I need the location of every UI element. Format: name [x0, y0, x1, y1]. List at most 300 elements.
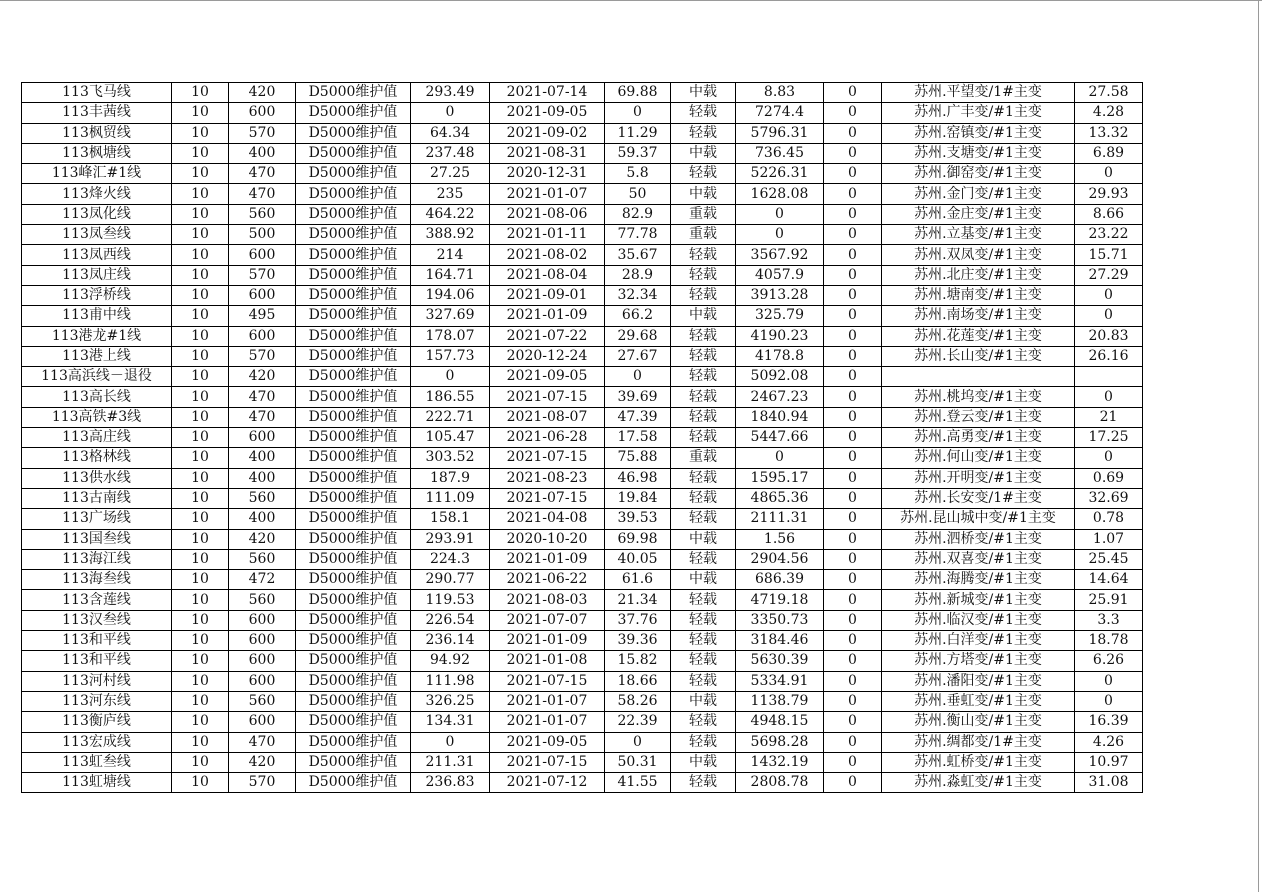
cell-headroom: 736.45: [736, 143, 824, 163]
cell-load-status: 轻载: [671, 651, 736, 671]
cell-transformer: 苏州.双喜变/#1主变: [882, 549, 1075, 569]
cell-flag: 0: [824, 407, 882, 427]
table-row: [22, 691, 1143, 711]
cell-transformer: 苏州.登云变/#1主变: [882, 407, 1075, 427]
cell-voltage: 10: [172, 407, 229, 427]
cell-line-name: 113虹塘线: [22, 773, 172, 793]
cell-headroom: 5698.28: [736, 732, 824, 752]
cell-line-name: 113高庄线: [22, 428, 172, 448]
cell-data-source: D5000维护值: [296, 143, 411, 163]
cell-line-name: 113飞马线: [22, 83, 172, 103]
cell-voltage: 10: [172, 488, 229, 508]
cell-transformer-load: 18.78: [1075, 631, 1143, 651]
cell-load-status: 轻载: [671, 488, 736, 508]
cell-transformer-load: 0: [1075, 285, 1143, 305]
cell-load-status: 轻载: [671, 245, 736, 265]
cell-headroom: 1432.19: [736, 752, 824, 772]
cell-rated-current: 470: [229, 387, 296, 407]
table-row: [22, 306, 1143, 326]
cell-date: 2021-07-22: [490, 326, 605, 346]
cell-load-rate: 11.29: [605, 123, 671, 143]
cell-flag: 0: [824, 143, 882, 163]
cell-headroom: 325.79: [736, 306, 824, 326]
cell-date: 2021-08-03: [490, 590, 605, 610]
cell-headroom: 3184.46: [736, 631, 824, 651]
cell-data-source: D5000维护值: [296, 346, 411, 366]
cell-transformer-load: 0: [1075, 671, 1143, 691]
cell-date: 2021-08-06: [490, 204, 605, 224]
cell-rated-current: 600: [229, 326, 296, 346]
cell-rated-current: 600: [229, 712, 296, 732]
cell-load-rate: 32.34: [605, 285, 671, 305]
cell-load-rate: 39.53: [605, 509, 671, 529]
cell-rated-current: 560: [229, 204, 296, 224]
cell-date: 2021-08-04: [490, 265, 605, 285]
cell-data-source: D5000维护值: [296, 164, 411, 184]
cell-load-rate: 15.82: [605, 651, 671, 671]
table-row: [22, 123, 1143, 143]
cell-current-value: 214: [411, 245, 490, 265]
cell-load-status: 轻载: [671, 732, 736, 752]
cell-flag: 0: [824, 529, 882, 549]
cell-current-value: 326.25: [411, 691, 490, 711]
cell-transformer: 苏州.广丰变/#1主变: [882, 103, 1075, 123]
cell-flag: 0: [824, 184, 882, 204]
cell-date: 2021-09-01: [490, 285, 605, 305]
cell-transformer: 苏州.潘阳变/#1主变: [882, 671, 1075, 691]
cell-line-name: 113高浜线－退役: [22, 367, 172, 387]
table-row: [22, 631, 1143, 651]
cell-flag: 0: [824, 468, 882, 488]
cell-line-name: 113枫贸线: [22, 123, 172, 143]
cell-load-rate: 66.2: [605, 306, 671, 326]
cell-load-status: 轻载: [671, 773, 736, 793]
cell-flag: 0: [824, 651, 882, 671]
cell-current-value: 164.71: [411, 265, 490, 285]
cell-load-rate: 39.36: [605, 631, 671, 651]
cell-load-status: 中载: [671, 529, 736, 549]
cell-rated-current: 470: [229, 732, 296, 752]
cell-headroom: 4948.15: [736, 712, 824, 732]
cell-transformer: 苏州.方塔变/#1主变: [882, 651, 1075, 671]
cell-rated-current: 600: [229, 610, 296, 630]
cell-headroom: 8.83: [736, 83, 824, 103]
cell-voltage: 10: [172, 285, 229, 305]
cell-date: 2021-08-31: [490, 143, 605, 163]
cell-headroom: 7274.4: [736, 103, 824, 123]
cell-line-name: 113含莲线: [22, 590, 172, 610]
cell-transformer: 苏州.金门变/#1主变: [882, 184, 1075, 204]
cell-voltage: 10: [172, 83, 229, 103]
cell-load-status: 轻载: [671, 265, 736, 285]
cell-current-value: 222.71: [411, 407, 490, 427]
cell-voltage: 10: [172, 549, 229, 569]
cell-flag: 0: [824, 631, 882, 651]
cell-load-rate: 37.76: [605, 610, 671, 630]
cell-transformer: 苏州.何山变/#1主变: [882, 448, 1075, 468]
cell-line-name: 113峰汇#1线: [22, 164, 172, 184]
cell-load-status: 轻载: [671, 407, 736, 427]
table-row: [22, 428, 1143, 448]
cell-line-name: 113古南线: [22, 488, 172, 508]
cell-data-source: D5000维护值: [296, 184, 411, 204]
cell-current-value: 157.73: [411, 346, 490, 366]
cell-current-value: 236.14: [411, 631, 490, 651]
cell-load-status: 重载: [671, 204, 736, 224]
table-row: [22, 468, 1143, 488]
cell-data-source: D5000维护值: [296, 428, 411, 448]
table-row: [22, 610, 1143, 630]
cell-headroom: 1595.17: [736, 468, 824, 488]
cell-data-source: D5000维护值: [296, 387, 411, 407]
cell-transformer-load: 16.39: [1075, 712, 1143, 732]
cell-current-value: 211.31: [411, 752, 490, 772]
cell-flag: 0: [824, 346, 882, 366]
cell-load-status: 中载: [671, 752, 736, 772]
cell-headroom: 2467.23: [736, 387, 824, 407]
table-row: [22, 367, 1143, 387]
cell-voltage: 10: [172, 468, 229, 488]
cell-flag: 0: [824, 549, 882, 569]
cell-transformer-load: 14.64: [1075, 570, 1143, 590]
cell-voltage: 10: [172, 732, 229, 752]
cell-flag: 0: [824, 123, 882, 143]
cell-voltage: 10: [172, 387, 229, 407]
cell-rated-current: 560: [229, 488, 296, 508]
cell-load-rate: 17.58: [605, 428, 671, 448]
cell-line-name: 113高长线: [22, 387, 172, 407]
cell-current-value: 134.31: [411, 712, 490, 732]
cell-transformer: 苏州.白洋变/#1主变: [882, 631, 1075, 651]
cell-transformer-load: 10.97: [1075, 752, 1143, 772]
cell-voltage: 10: [172, 225, 229, 245]
cell-load-rate: 40.05: [605, 549, 671, 569]
cell-current-value: 226.54: [411, 610, 490, 630]
cell-current-value: 0: [411, 732, 490, 752]
cell-rated-current: 400: [229, 509, 296, 529]
cell-date: 2020-12-31: [490, 164, 605, 184]
cell-load-status: 轻载: [671, 631, 736, 651]
cell-transformer-load: 25.91: [1075, 590, 1143, 610]
cell-data-source: D5000维护值: [296, 529, 411, 549]
cell-voltage: 10: [172, 326, 229, 346]
cell-load-status: 轻载: [671, 590, 736, 610]
cell-data-source: D5000维护值: [296, 631, 411, 651]
cell-rated-current: 400: [229, 448, 296, 468]
cell-load-status: 轻载: [671, 367, 736, 387]
cell-transformer-load: 0: [1075, 448, 1143, 468]
cell-transformer-load: 8.66: [1075, 204, 1143, 224]
cell-voltage: 10: [172, 671, 229, 691]
cell-line-name: 113浮桥线: [22, 285, 172, 305]
cell-data-source: D5000维护值: [296, 326, 411, 346]
cell-current-value: 111.98: [411, 671, 490, 691]
table-row: [22, 346, 1143, 366]
cell-transformer: 苏州.高勇变/#1主变: [882, 428, 1075, 448]
cell-data-source: D5000维护值: [296, 245, 411, 265]
table-row: [22, 509, 1143, 529]
cell-headroom: 5796.31: [736, 123, 824, 143]
cell-flag: 0: [824, 590, 882, 610]
cell-transformer-load: 3.3: [1075, 610, 1143, 630]
cell-line-name: 113凤庄线: [22, 265, 172, 285]
cell-load-status: 轻载: [671, 103, 736, 123]
cell-line-name: 113丰茜线: [22, 103, 172, 123]
cell-load-rate: 0: [605, 103, 671, 123]
cell-headroom: 5447.66: [736, 428, 824, 448]
cell-transformer: 苏州.立基变/#1主变: [882, 225, 1075, 245]
cell-date: 2021-01-07: [490, 712, 605, 732]
cell-data-source: D5000维护值: [296, 509, 411, 529]
cell-flag: 0: [824, 103, 882, 123]
cell-transformer: 苏州.金庄变/#1主变: [882, 204, 1075, 224]
table-row: [22, 590, 1143, 610]
cell-headroom: 2808.78: [736, 773, 824, 793]
cell-voltage: 10: [172, 164, 229, 184]
cell-transformer-load: 6.89: [1075, 143, 1143, 163]
cell-rated-current: 570: [229, 265, 296, 285]
cell-voltage: 10: [172, 265, 229, 285]
cell-flag: 0: [824, 773, 882, 793]
cell-data-source: D5000维护值: [296, 123, 411, 143]
cell-current-value: 111.09: [411, 488, 490, 508]
cell-transformer-load: 27.29: [1075, 265, 1143, 285]
cell-rated-current: 472: [229, 570, 296, 590]
cell-data-source: D5000维护值: [296, 691, 411, 711]
cell-load-status: 中载: [671, 83, 736, 103]
cell-date: 2021-07-15: [490, 488, 605, 508]
cell-flag: 0: [824, 732, 882, 752]
cell-headroom: 3913.28: [736, 285, 824, 305]
cell-line-name: 113虹叁线: [22, 752, 172, 772]
cell-rated-current: 500: [229, 225, 296, 245]
cell-date: 2021-07-15: [490, 387, 605, 407]
cell-voltage: 10: [172, 448, 229, 468]
cell-rated-current: 420: [229, 83, 296, 103]
cell-headroom: 0: [736, 204, 824, 224]
cell-rated-current: 420: [229, 367, 296, 387]
cell-transformer-load: 29.93: [1075, 184, 1143, 204]
cell-line-name: 113凤化线: [22, 204, 172, 224]
cell-transformer-load: 1.07: [1075, 529, 1143, 549]
table-row: [22, 549, 1143, 569]
cell-transformer: 苏州.桃坞变/#1主变: [882, 387, 1075, 407]
table-row: [22, 671, 1143, 691]
cell-flag: 0: [824, 448, 882, 468]
cell-rated-current: 420: [229, 752, 296, 772]
cell-load-status: 轻载: [671, 285, 736, 305]
cell-line-name: 113宏成线: [22, 732, 172, 752]
cell-current-value: 0: [411, 367, 490, 387]
cell-voltage: 10: [172, 346, 229, 366]
cell-flag: 0: [824, 204, 882, 224]
cell-load-rate: 69.98: [605, 529, 671, 549]
cell-transformer-load: 0.78: [1075, 509, 1143, 529]
cell-load-status: 轻载: [671, 326, 736, 346]
table-row: [22, 488, 1143, 508]
cell-load-rate: 39.69: [605, 387, 671, 407]
cell-line-name: 113和平线: [22, 631, 172, 651]
cell-transformer: 苏州.绸都变/1#主变: [882, 732, 1075, 752]
cell-flag: 0: [824, 306, 882, 326]
cell-load-rate: 50.31: [605, 752, 671, 772]
cell-load-rate: 27.67: [605, 346, 671, 366]
table-row: [22, 83, 1143, 103]
cell-date: 2021-06-28: [490, 428, 605, 448]
cell-load-rate: 69.88: [605, 83, 671, 103]
cell-date: 2021-01-09: [490, 549, 605, 569]
cell-load-rate: 41.55: [605, 773, 671, 793]
cell-voltage: 10: [172, 428, 229, 448]
cell-load-status: 重载: [671, 448, 736, 468]
table-row: [22, 103, 1143, 123]
cell-date: 2021-09-05: [490, 732, 605, 752]
cell-date: 2020-10-20: [490, 529, 605, 549]
cell-data-source: D5000维护值: [296, 103, 411, 123]
table-row: [22, 245, 1143, 265]
cell-rated-current: 600: [229, 285, 296, 305]
cell-load-status: 中载: [671, 570, 736, 590]
cell-data-source: D5000维护值: [296, 265, 411, 285]
cell-data-source: D5000维护值: [296, 204, 411, 224]
cell-line-name: 113凤西线: [22, 245, 172, 265]
cell-voltage: 10: [172, 184, 229, 204]
cell-headroom: 0: [736, 448, 824, 468]
cell-rated-current: 600: [229, 671, 296, 691]
cell-current-value: 303.52: [411, 448, 490, 468]
cell-data-source: D5000维护值: [296, 448, 411, 468]
cell-headroom: 1628.08: [736, 184, 824, 204]
cell-line-name: 113高铁#3线: [22, 407, 172, 427]
cell-transformer-load: 4.26: [1075, 732, 1143, 752]
cell-data-source: D5000维护值: [296, 651, 411, 671]
cell-data-source: D5000维护值: [296, 83, 411, 103]
cell-rated-current: 560: [229, 549, 296, 569]
cell-transformer: 苏州.长山变/#1主变: [882, 346, 1075, 366]
cell-load-rate: 29.68: [605, 326, 671, 346]
table-row: [22, 712, 1143, 732]
cell-data-source: D5000维护值: [296, 732, 411, 752]
cell-load-rate: 75.88: [605, 448, 671, 468]
cell-current-value: 94.92: [411, 651, 490, 671]
cell-voltage: 10: [172, 570, 229, 590]
cell-flag: 0: [824, 509, 882, 529]
cell-flag: 0: [824, 83, 882, 103]
cell-load-status: 轻载: [671, 549, 736, 569]
cell-voltage: 10: [172, 631, 229, 651]
cell-current-value: 194.06: [411, 285, 490, 305]
cell-line-name: 113供水线: [22, 468, 172, 488]
cell-headroom: 1840.94: [736, 407, 824, 427]
cell-transformer-load: 27.58: [1075, 83, 1143, 103]
cell-headroom: 5630.39: [736, 651, 824, 671]
cell-load-rate: 22.39: [605, 712, 671, 732]
cell-current-value: 464.22: [411, 204, 490, 224]
cell-load-rate: 47.39: [605, 407, 671, 427]
cell-transformer-load: 0: [1075, 387, 1143, 407]
cell-transformer: 苏州.花莲变/#1主变: [882, 326, 1075, 346]
cell-voltage: 10: [172, 752, 229, 772]
page-border-top: [0, 0, 1262, 1]
cell-data-source: D5000维护值: [296, 610, 411, 630]
cell-current-value: 236.83: [411, 773, 490, 793]
cell-rated-current: 600: [229, 103, 296, 123]
cell-load-rate: 58.26: [605, 691, 671, 711]
table-row: [22, 407, 1143, 427]
cell-load-status: 轻载: [671, 387, 736, 407]
cell-transformer: 苏州.新城变/#1主变: [882, 590, 1075, 610]
cell-current-value: 105.47: [411, 428, 490, 448]
cell-transformer-load: 4.28: [1075, 103, 1143, 123]
cell-date: 2021-04-08: [490, 509, 605, 529]
cell-load-status: 中载: [671, 691, 736, 711]
cell-date: 2021-06-22: [490, 570, 605, 590]
cell-transformer: 苏州.南场变/#1主变: [882, 306, 1075, 326]
cell-rated-current: 600: [229, 651, 296, 671]
cell-line-name: 113衡庐线: [22, 712, 172, 732]
cell-transformer: 苏州.御窑变/#1主变: [882, 164, 1075, 184]
cell-date: 2021-07-12: [490, 773, 605, 793]
table-row: [22, 732, 1143, 752]
cell-flag: 0: [824, 488, 882, 508]
cell-current-value: 293.91: [411, 529, 490, 549]
cell-data-source: D5000维护值: [296, 306, 411, 326]
cell-line-name: 113凤叁线: [22, 225, 172, 245]
cell-date: 2021-01-09: [490, 631, 605, 651]
cell-data-source: D5000维护值: [296, 407, 411, 427]
cell-line-name: 113甫中线: [22, 306, 172, 326]
cell-line-name: 113海江线: [22, 549, 172, 569]
cell-rated-current: 400: [229, 143, 296, 163]
cell-rated-current: 420: [229, 529, 296, 549]
cell-current-value: 237.48: [411, 143, 490, 163]
cell-date: 2021-07-07: [490, 610, 605, 630]
cell-load-rate: 21.34: [605, 590, 671, 610]
cell-load-rate: 46.98: [605, 468, 671, 488]
cell-current-value: 235: [411, 184, 490, 204]
cell-headroom: 4057.9: [736, 265, 824, 285]
cell-date: 2021-07-15: [490, 752, 605, 772]
cell-line-name: 113和平线: [22, 651, 172, 671]
cell-transformer: 苏州.北庄变/#1主变: [882, 265, 1075, 285]
cell-flag: 0: [824, 265, 882, 285]
cell-current-value: 0: [411, 103, 490, 123]
cell-load-status: 轻载: [671, 164, 736, 184]
cell-transformer: 苏州.平望变/1#主变: [882, 83, 1075, 103]
cell-transformer: 苏州.塘南变/#1主变: [882, 285, 1075, 305]
cell-date: 2021-01-11: [490, 225, 605, 245]
cell-current-value: 293.49: [411, 83, 490, 103]
cell-flag: 0: [824, 285, 882, 305]
cell-load-status: 轻载: [671, 671, 736, 691]
cell-transformer: 苏州.窑镇变/#1主变: [882, 123, 1075, 143]
cell-line-name: 113汉叁线: [22, 610, 172, 630]
cell-current-value: 327.69: [411, 306, 490, 326]
cell-flag: 0: [824, 428, 882, 448]
cell-transformer: 苏州.衡山变/#1主变: [882, 712, 1075, 732]
cell-transformer: 苏州.泗桥变/#1主变: [882, 529, 1075, 549]
cell-line-name: 113国叁线: [22, 529, 172, 549]
cell-data-source: D5000维护值: [296, 225, 411, 245]
page-border-right: [1258, 0, 1259, 892]
cell-current-value: 64.34: [411, 123, 490, 143]
table-row: [22, 773, 1143, 793]
cell-date: 2021-01-07: [490, 184, 605, 204]
cell-rated-current: 495: [229, 306, 296, 326]
cell-transformer: 苏州.淼虹变/#1主变: [882, 773, 1075, 793]
cell-current-value: 388.92: [411, 225, 490, 245]
cell-headroom: 0: [736, 225, 824, 245]
